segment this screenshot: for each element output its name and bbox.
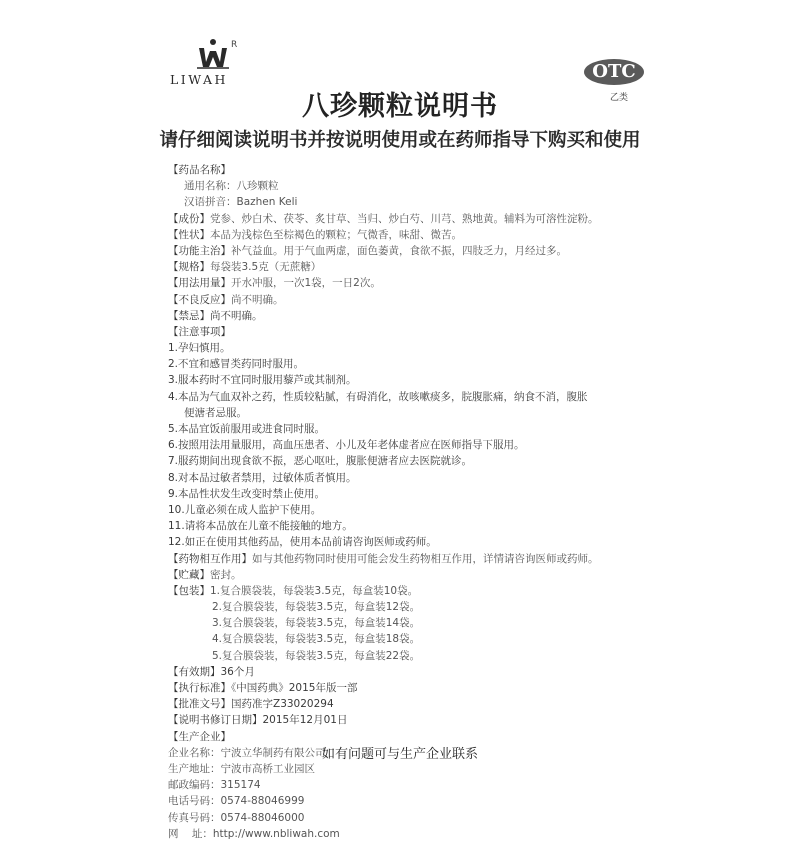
section-header: 【执行标准】 bbox=[168, 682, 231, 694]
section-text: 尚不明确。 bbox=[210, 309, 263, 322]
section-header: 【禁忌】 bbox=[168, 309, 210, 322]
section-header: 【说明书修订日期】 bbox=[168, 714, 263, 727]
section-header: 【包装】 bbox=[168, 584, 210, 597]
otc-grade: 乙类 bbox=[610, 93, 629, 103]
section-header: 【不良反应】 bbox=[168, 293, 231, 306]
section-text: 补气益血。用于气血两虚，面色萎黄，食欲不振，四肢乏力，月经过多。 bbox=[231, 244, 567, 257]
manufacturer-row bbox=[168, 810, 648, 826]
section-header: 【用法用量】 bbox=[168, 277, 231, 290]
manufacturer-row bbox=[168, 793, 648, 809]
brand-name: LIWAH bbox=[170, 72, 228, 87]
precaution-item: 10.儿童必须在成人监护下使用。 bbox=[168, 503, 322, 516]
otc-label: OTC bbox=[592, 61, 636, 82]
section-header: 【成份】 bbox=[168, 212, 210, 225]
manufacturer-value: 宁波立华制药有限公司 bbox=[220, 746, 326, 759]
generic-name-label: 通用名称： bbox=[184, 180, 237, 193]
packaging-item: 4.复合膜袋装，每袋装3.5克，每盒装18袋。 bbox=[212, 633, 421, 646]
precaution-item: 9.本品性状发生改变时禁止使用。 bbox=[168, 487, 326, 500]
section-specification bbox=[168, 259, 648, 275]
precaution-item: 12.如正在使用其他药品，使用本品前请咨询医师或药师。 bbox=[168, 536, 437, 549]
precaution-item: 11.请将本品放在儿童不能接触的地方。 bbox=[168, 520, 353, 533]
precaution-item: 8.对本品过敏者禁用，过敏体质者慎用。 bbox=[168, 471, 357, 484]
manufacturer-label: 传真号码： bbox=[168, 811, 221, 824]
section-header: 【性状】 bbox=[168, 228, 210, 241]
section-standard bbox=[168, 680, 648, 696]
precaution-item: 7.服药期间出现食欲不振，恶心呕吐，腹胀便溏者应去医院就诊。 bbox=[168, 455, 473, 468]
manufacturer-value: 宁波市高桥工业园区 bbox=[220, 762, 315, 775]
section-packaging bbox=[168, 583, 648, 599]
manufacturer-value: 0574-88046999 bbox=[220, 795, 305, 808]
section-validity bbox=[168, 664, 648, 680]
website-link: http://www.nbliwah.com bbox=[212, 827, 340, 840]
footer-note: 如有问题可与生产企业联系 bbox=[321, 747, 478, 762]
precaution-item: 1.孕妇慎用。 bbox=[168, 342, 231, 355]
section-header: 【药品名称】 bbox=[168, 164, 231, 176]
section-text: 如与其他药物同时使用可能会发生药物相互作用，详情请咨询医师或药师。 bbox=[252, 552, 599, 565]
section-interactions bbox=[168, 551, 648, 567]
precaution-item-continued: 便溏者忌服。 bbox=[184, 406, 247, 419]
packaging-item: 3.复合膜袋装，每袋装3.5克，每盒装14袋。 bbox=[212, 617, 421, 630]
otc-badge bbox=[583, 58, 645, 86]
section-storage bbox=[168, 567, 648, 583]
section-header: 【批准文号】 bbox=[168, 698, 231, 711]
manufacturer-label: 电话号码： bbox=[168, 795, 221, 808]
precaution-item: 2.不宜和感冒类药同时服用。 bbox=[168, 358, 305, 371]
registered-mark: R bbox=[231, 40, 238, 50]
section-text: 党参、炒白术、茯苓、炙甘草、当归、炒白芍、川芎、熟地黄。辅料为可溶性淀粉。 bbox=[210, 212, 599, 225]
document-subtitle: 请仔细阅读说明书并按说明使用或在药师指导下购买和使用 bbox=[159, 130, 641, 151]
liwah-logo-icon bbox=[196, 38, 230, 70]
section-text: 尚不明确。 bbox=[231, 293, 284, 306]
manufacturer-value: 0574-88046000 bbox=[220, 811, 305, 824]
generic-name-value: 八珍颗粒 bbox=[236, 180, 279, 193]
generic-name-row bbox=[168, 178, 648, 194]
manufacturer-label: 邮政编码： bbox=[168, 779, 221, 792]
precaution-item: 6.按照用法用量服用，高血压患者、小儿及年老体虚者应在医师指导下服用。 bbox=[168, 439, 525, 452]
manufacturer-label: 企业名称： bbox=[168, 746, 221, 759]
manufacturer-row bbox=[168, 826, 648, 842]
precaution-item: 3.服本药时不宜同时服用藜芦或其制剂。 bbox=[168, 374, 357, 387]
section-text: 每袋装3.5克（无蔗糖） bbox=[210, 261, 322, 274]
section-composition bbox=[168, 211, 648, 227]
precaution-item: 4.本品为气血双补之药，性质较粘腻，有碍消化，故咳嗽痰多，脘腹胀痛，纳食不消，腹胀 bbox=[168, 390, 588, 403]
section-header: 【有效期】 bbox=[168, 665, 221, 678]
section-header: 【生产企业】 bbox=[168, 730, 231, 743]
packaging-item: 5.复合膜袋装，每袋装3.5克，每盒装22袋。 bbox=[212, 649, 421, 662]
section-text: 本品为浅棕色至棕褐色的颗粒；气微香，味甜、微苦。 bbox=[210, 228, 462, 241]
section-text: 国药准字Z33020294 bbox=[231, 698, 334, 711]
section-text: 开水冲服，一次1袋，一日2次。 bbox=[231, 277, 381, 290]
section-drug-name bbox=[168, 162, 648, 178]
document-title: 八珍颗粒说明书 bbox=[302, 91, 498, 122]
manufacturer-row bbox=[168, 777, 648, 793]
manufacturer-label: 生产地址： bbox=[168, 762, 221, 775]
section-revision bbox=[168, 712, 648, 728]
section-text: 36个月 bbox=[220, 665, 255, 678]
section-header: 【功能主治】 bbox=[168, 244, 231, 257]
section-contraindications bbox=[168, 308, 648, 324]
manufacturer-label: 网 址： bbox=[168, 827, 213, 840]
section-precautions bbox=[168, 324, 648, 340]
packaging-item: 1.复合膜袋装，每袋装3.5克，每盒装10袋。 bbox=[210, 584, 419, 597]
manufacturer-row bbox=[168, 761, 648, 777]
section-header: 【药物相互作用】 bbox=[168, 552, 252, 565]
section-indications bbox=[168, 243, 648, 259]
section-approval bbox=[168, 696, 648, 712]
precaution-item: 5.本品宜饭前服用或进食同时服。 bbox=[168, 423, 326, 435]
pinyin-value: Bazhen Keli bbox=[236, 196, 298, 209]
section-dosage bbox=[168, 275, 648, 291]
section-text: 《中国药典》2015年版一部 bbox=[231, 682, 358, 694]
instruction-body bbox=[168, 162, 648, 842]
section-header: 【贮藏】 bbox=[168, 568, 210, 581]
manufacturer-value: 315174 bbox=[220, 779, 261, 792]
section-text: 2015年12月01日 bbox=[262, 714, 348, 727]
section-header: 【注意事项】 bbox=[168, 325, 231, 338]
packaging-item: 2.复合膜袋装，每袋装3.5克，每盒装12袋。 bbox=[212, 601, 421, 614]
section-header: 【规格】 bbox=[168, 261, 210, 274]
section-adverse bbox=[168, 292, 648, 308]
pinyin-label: 汉语拼音： bbox=[184, 196, 237, 209]
pinyin-row bbox=[168, 194, 648, 210]
section-description bbox=[168, 227, 648, 243]
section-text: 密封。 bbox=[210, 568, 242, 581]
